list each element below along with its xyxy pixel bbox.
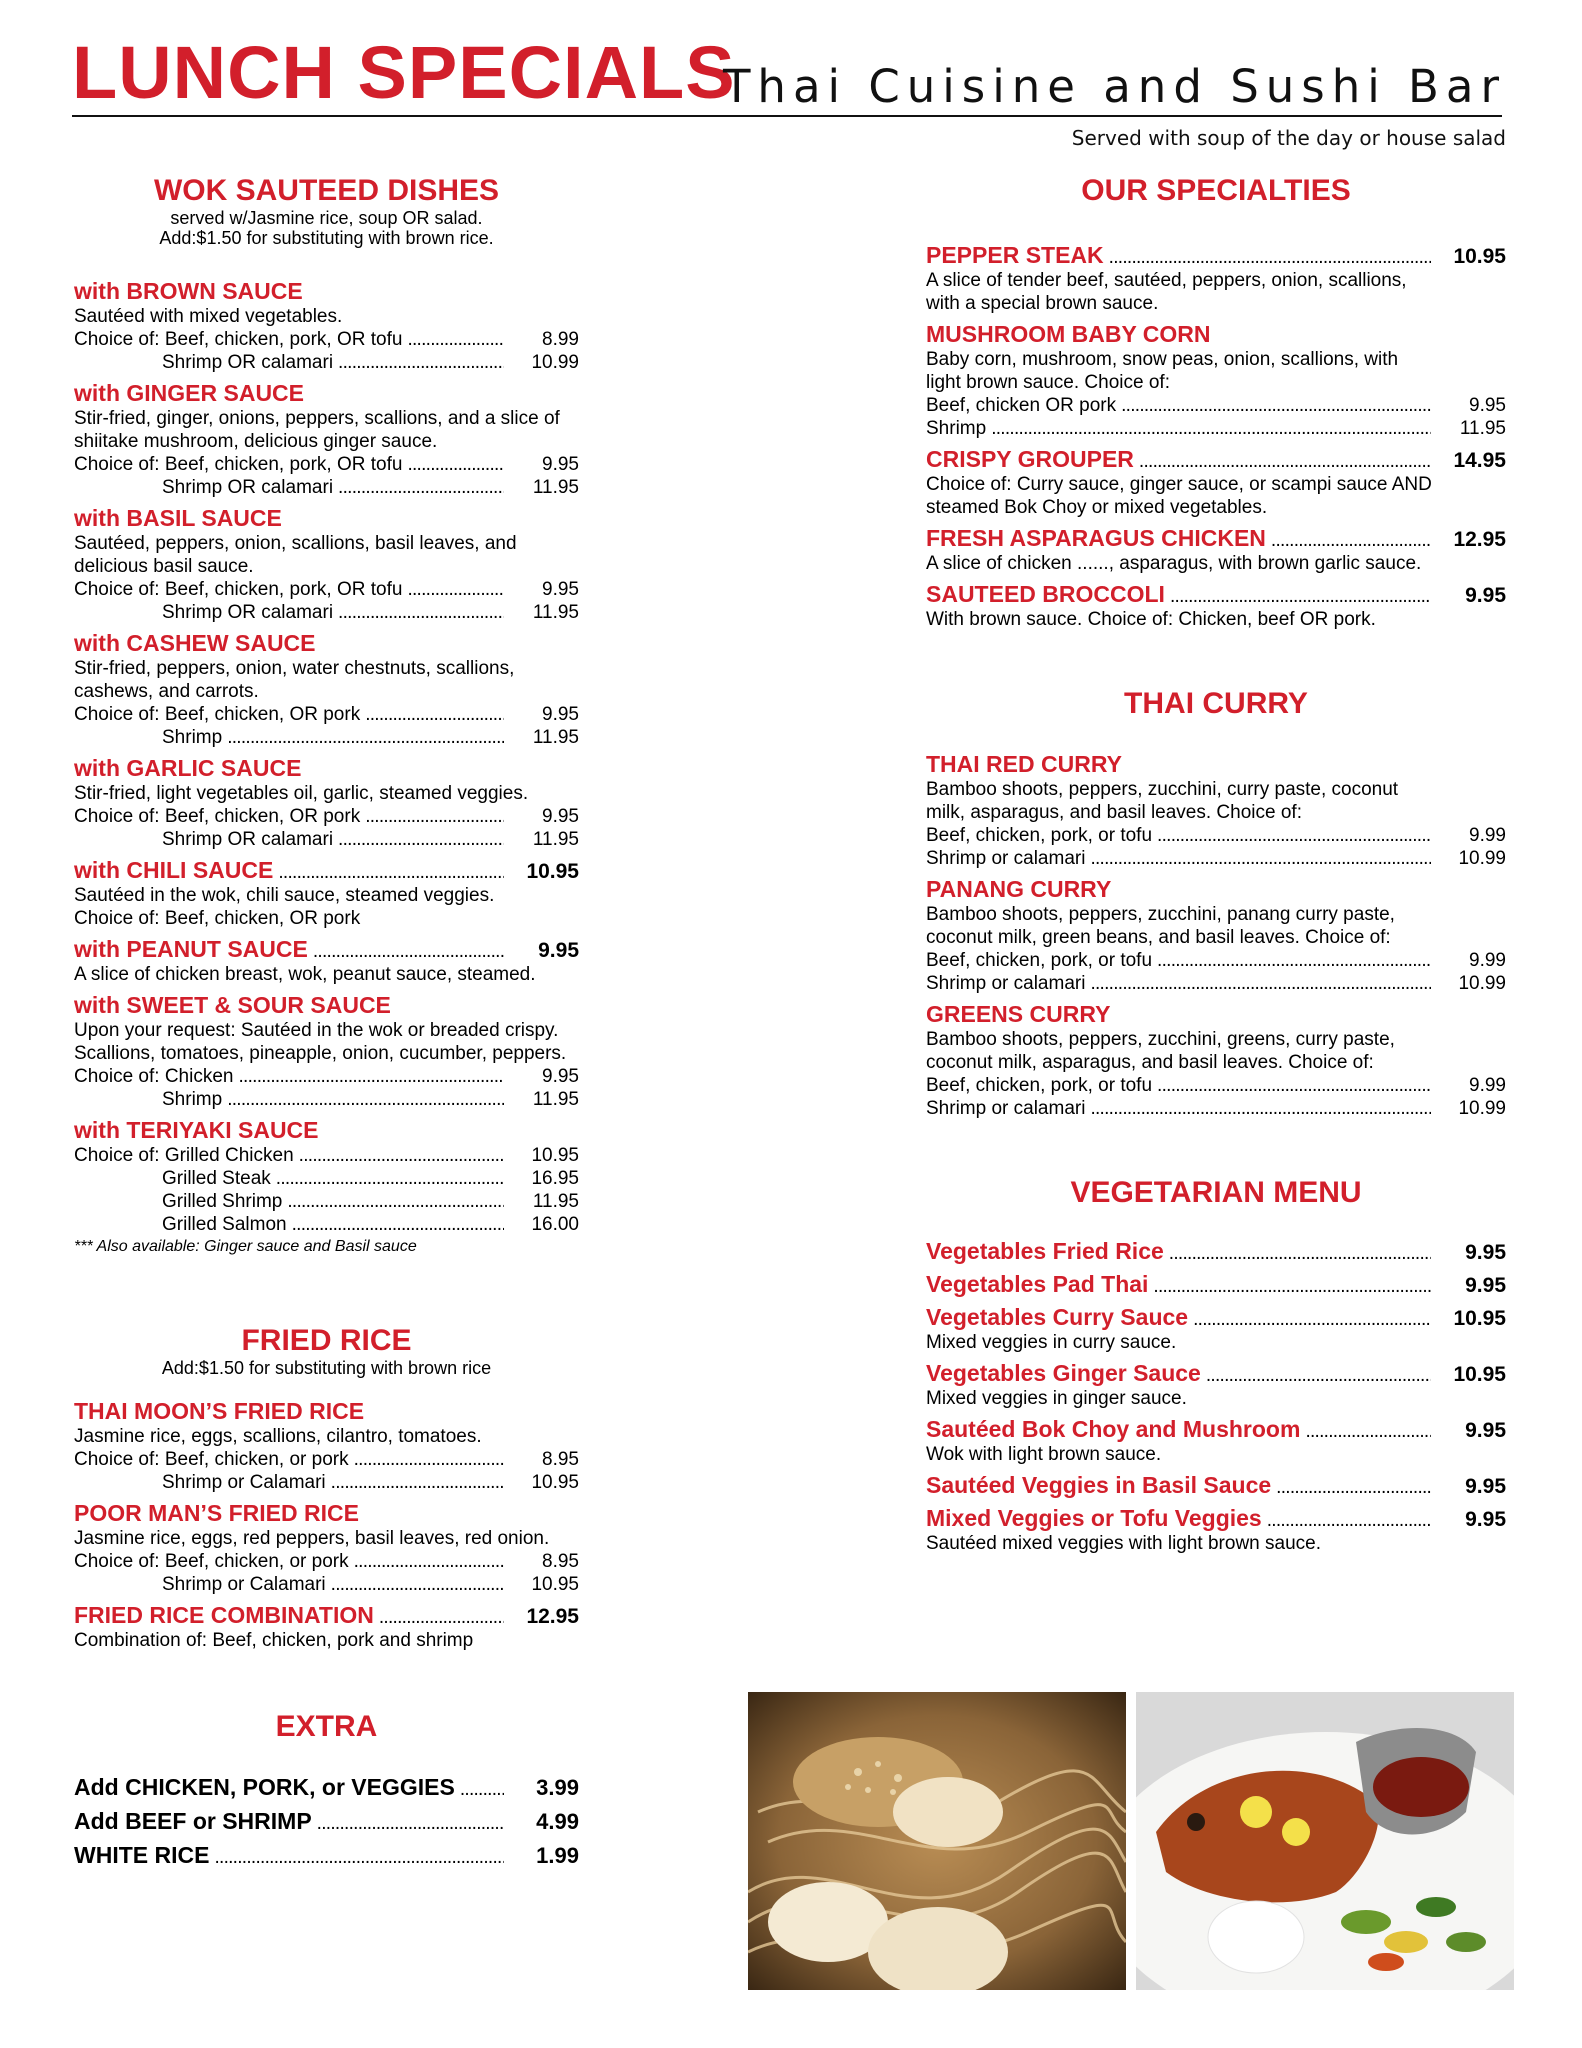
menu-item-with-basil-sauce [74,505,579,624]
item-price: 11.95 [532,1089,579,1110]
extra-item-add-beef-or-shrimp [74,1804,579,1838]
dot-leader [1276,1476,1431,1499]
item-price: 12.95 [1453,528,1506,551]
menu-item-name: POOR MAN’S FRIED RICE [74,1500,359,1526]
item-label: WHITE RICE [74,1842,210,1868]
menu-item-header [926,1304,1506,1331]
price-option [74,1471,579,1494]
item-price: 10.99 [1458,848,1506,869]
item-price: 8.95 [542,1449,579,1470]
item-price: 11.95 [1459,418,1506,439]
wok-items [74,278,579,1236]
item-label: FRIED RICE COMBINATION [74,1602,374,1628]
item-label: Sautéed Veggies in Basil Sauce [926,1472,1272,1498]
menu-item-description: Baby corn, mushroom, snow peas, onion, scallions, with [926,349,1399,370]
section-title: VEGETARIAN MENU [1070,1176,1362,1209]
dot-leader [1090,1097,1431,1120]
menu-item-header [926,1360,1506,1387]
menu-item-with-peanut-sauce [74,936,579,986]
item-label: with PEANUT SAUCE [74,936,308,962]
dot-leader [354,1448,504,1471]
menu-item-description: Wok with light brown sauce. [926,1444,1162,1465]
dot-leader [276,1167,504,1190]
menu-item-with-chili-sauce [74,857,579,930]
menu-item-poor-man-s-fried-rice [74,1500,579,1596]
item-price: 11.95 [532,727,579,748]
item-label: Shrimp [162,1089,223,1110]
right-column [926,174,1506,1555]
menu-item-saut-ed-veggies-in-basil-sauce [926,1472,1506,1499]
menu-item-description: Jasmine rice, eggs, scallions, cilantro, tomatoes. [74,1426,482,1447]
menu-item-description: A slice of tender beef, sautéed, peppers, onion, scallions, [926,270,1407,291]
item-label: Shrimp or calamari [926,973,1086,994]
item-label: Choice of: Grilled Chicken [74,1145,294,1166]
item-label: Grilled Shrimp [162,1191,283,1212]
item-price: 9.95 [1465,1475,1506,1498]
item-price: 10.95 [531,1145,579,1166]
menu-item-name: THAI MOON’S FRIED RICE [74,1398,365,1424]
menu-item-description: cashews, and carrots. [74,681,259,702]
menu-item-header [926,446,1506,473]
item-price: 4.99 [536,1809,579,1834]
item-label: Shrimp or Calamari [162,1472,326,1493]
menu-item-name: with TERIYAKI SAUCE [74,1117,319,1143]
specialties-items [926,242,1506,631]
item-price: 9.95 [542,704,579,725]
item-price: 9.95 [1465,1274,1506,1297]
price-option [926,1074,1506,1097]
curry-items [926,751,1506,1120]
menu-item-description: with a special brown sauce. [926,293,1159,314]
item-label: with CHILI SAUCE [74,857,274,883]
menu-item-description: Choice of: Beef, chicken, OR pork [74,908,361,929]
item-price: 10.95 [531,1472,579,1493]
menu-item-name: with BROWN SAUCE [74,278,303,304]
item-label: Vegetables Ginger Sauce [926,1360,1201,1386]
menu-item-header [926,1505,1506,1532]
section-subtitle: Add:$1.50 for substituting with brown rice [161,1358,492,1378]
page-title: LUNCH SPECIALS [72,31,736,114]
price-option [926,949,1506,972]
item-label: Choice of: Beef, chicken, or pork [74,1449,349,1470]
dot-leader [379,1606,504,1629]
menu-item-description: shiitake mushroom, delicious ginger sauce. [74,431,438,452]
dot-leader [1157,1074,1431,1097]
item-label: Mixed Veggies or Tofu Veggies [926,1505,1262,1531]
crispy-fish-photo [1136,1692,1514,1990]
item-price: 3.99 [536,1775,579,1800]
price-option [74,1065,579,1088]
item-label: Shrimp or calamari [926,848,1086,869]
menu-item-description: light brown sauce. Choice of: [926,372,1170,393]
item-label: Shrimp OR calamari [162,352,334,373]
menu-item-description: Jasmine rice, eggs, red peppers, basil leaves, red onion. [74,1528,550,1549]
price-option [926,394,1506,417]
menu-item-header [74,1602,579,1629]
dot-leader [338,601,504,624]
dot-leader [278,861,504,884]
menu-item-pepper-steak [926,242,1506,315]
dot-leader [1193,1308,1431,1331]
dot-leader [331,1573,504,1596]
dot-leader [292,1213,504,1236]
header-divider [72,115,1502,117]
served-note: Served with soup of the day or house salad [1071,126,1506,150]
price-option [74,1144,579,1167]
dot-leader [331,1471,504,1494]
menu-item-description: Stir-fried, light vegetables oil, garlic, steamed veggies. [74,783,529,804]
price-option [74,1190,579,1213]
menu-item-name: GREENS CURRY [926,1001,1111,1027]
section-extra [74,1710,579,1872]
menu-item-mixed-veggies-or-tofu-veggies [926,1505,1506,1555]
menu-item-description: coconut milk, green beans, and basil leaves. Choice of: [926,927,1391,948]
menu-item-panang-curry [926,876,1506,995]
item-price: 8.95 [542,1551,579,1572]
menu-item-sauteed-broccoli [926,581,1506,631]
item-label: Beef, chicken, pork, or tofu [926,1075,1153,1096]
section-vegetarian [926,1176,1506,1555]
item-label: PEPPER STEAK [926,242,1104,268]
item-label: Shrimp OR calamari [162,829,334,850]
item-label: Shrimp OR calamari [162,602,334,623]
item-label: Choice of: Beef, chicken, pork, OR tofu [74,579,403,600]
section-title: WOK SAUTEED DISHES [153,174,500,207]
price-option [74,1213,579,1236]
item-price: 1.99 [536,1843,579,1868]
menu-item-description: Upon your request: Sautéed in the wok or breaded crispy. [74,1020,559,1041]
item-price: 9.95 [542,579,579,600]
menu-item-description: Stir-fried, peppers, onion, water chestnuts, scallions, [74,658,515,679]
dot-leader [407,328,504,351]
dot-leader [338,828,504,851]
menu-item-description: steamed Bok Choy or mixed vegetables. [926,497,1268,518]
extra-item-white-rice [74,1838,579,1872]
pad-thai-photo [748,1692,1126,1990]
item-label: Choice of: Beef, chicken, OR pork [74,704,361,725]
dot-leader [1169,1242,1431,1265]
menu-item-description: milk, asparagus, and basil leaves. Choice of: [926,802,1302,823]
dot-leader [1139,450,1431,473]
dot-leader [214,1846,504,1869]
item-label: Choice of: Beef, chicken, pork, OR tofu [74,454,403,475]
dot-leader [299,1144,504,1167]
item-label: Sautéed Bok Choy and Mushroom [926,1416,1301,1442]
price-option [74,1573,579,1596]
item-label: SAUTEED BROCCOLI [926,581,1165,607]
price-option [74,328,579,351]
menu-item-description: Scallions, tomatoes, pineapple, onion, cucumber, peppers. [74,1043,567,1064]
menu-item-header [926,1472,1506,1499]
price-option [74,453,579,476]
item-price: 11.95 [532,829,579,850]
item-label: Shrimp or calamari [926,1098,1086,1119]
item-label: Grilled Salmon [162,1214,287,1235]
dot-leader [317,1812,504,1835]
price-option [926,972,1506,995]
item-label: Shrimp [926,418,987,439]
menu-item-header [926,242,1506,269]
item-label: Shrimp or Calamari [162,1574,326,1595]
menu-item-thai-moon-s-fried-rice [74,1398,579,1494]
section-title: EXTRA [275,1710,378,1743]
menu-item-name: PANANG CURRY [926,876,1112,902]
dot-leader [1206,1364,1431,1387]
dot-leader [407,578,504,601]
item-label: Vegetables Fried Rice [926,1238,1164,1264]
menu-item-header [926,1416,1506,1443]
price-option [74,578,579,601]
section-specialties [926,174,1506,631]
section-fried-rice [74,1324,579,1652]
menu-item-vegetables-fried-rice [926,1238,1506,1265]
fried-rice-items [74,1398,579,1652]
dot-leader [1157,949,1431,972]
menu-item-name: with SWEET & SOUR SAUCE [74,992,391,1018]
item-price: 14.95 [1453,449,1506,472]
menu-item-greens-curry [926,1001,1506,1120]
menu-item-header [926,581,1506,608]
price-option [926,824,1506,847]
item-label: Choice of: Chicken [74,1066,234,1087]
menu-item-description: Sautéed, peppers, onion, scallions, basil leaves, and [74,533,517,554]
item-price: 10.99 [531,352,579,373]
item-price: 10.95 [1453,1363,1506,1386]
menu-item-description: Bamboo shoots, peppers, zucchini, greens, curry paste, [926,1029,1395,1050]
dot-leader [1305,1420,1431,1443]
dot-leader [1157,824,1431,847]
item-price: 9.95 [1465,584,1506,607]
left-column [74,174,579,1872]
item-price: 9.99 [1469,825,1506,846]
item-price: 10.95 [1453,1307,1506,1330]
price-option [74,1088,579,1111]
menu-item-name: with CASHEW SAUCE [74,630,316,656]
section-subtitle: Add:$1.50 for substituting with brown rice. [159,228,494,248]
dot-leader [1271,529,1431,552]
dot-leader [1090,972,1431,995]
menu-item-header [74,936,579,963]
item-label: Choice of: Beef, chicken, OR pork [74,806,361,827]
menu-item-name: with GINGER SAUCE [74,380,305,406]
item-label: Vegetables Pad Thai [926,1271,1149,1297]
section-title: THAI CURRY [1124,687,1308,720]
item-price: 9.95 [1465,1241,1506,1264]
dot-leader [1153,1275,1431,1298]
item-price: 10.99 [1458,973,1506,994]
section-title: OUR SPECIALTIES [1081,174,1351,207]
menu-item-fresh-asparagus-chicken [926,525,1506,575]
item-price: 12.95 [526,1605,579,1628]
menu-item-crispy-grouper [926,446,1506,519]
dot-leader [227,726,504,749]
section-title: FRIED RICE [241,1324,412,1357]
restaurant-name: Thai Cuisine and Sushi Bar [722,60,1506,113]
dot-leader [1109,246,1431,269]
menu-item-fried-rice-combination [74,1602,579,1652]
dot-leader [407,453,504,476]
price-option [926,847,1506,870]
menu-item-with-ginger-sauce [74,380,579,499]
menu-item-with-teriyaki-sauce [74,1117,579,1236]
menu-item-description: Choice of: Curry sauce, ginger sauce, or scampi sauce AND [926,474,1432,495]
menu-item-description: Mixed veggies in curry sauce. [926,1332,1177,1353]
menu-item-name: with GARLIC SAUCE [74,755,302,781]
price-option [74,805,579,828]
menu-item-vegetables-pad-thai [926,1271,1506,1298]
menu-item-description: delicious basil sauce. [74,556,254,577]
item-label: Beef, chicken OR pork [926,395,1117,416]
item-label: Grilled Steak [162,1168,271,1189]
vegetarian-items [926,1238,1506,1555]
menu-item-description: Sautéed with mixed vegetables. [74,306,343,327]
dot-leader [238,1065,504,1088]
item-price: 10.95 [1453,245,1506,268]
menu-item-name: with BASIL SAUCE [74,505,282,531]
price-option [74,1448,579,1471]
dot-leader [460,1778,504,1801]
dot-leader [1090,847,1431,870]
menu-item-description: A slice of chicken breast, wok, peanut sauce, steamed. [74,964,536,985]
dot-leader [338,351,504,374]
price-option [926,417,1506,440]
menu-item-description: Mixed veggies in ginger sauce. [926,1388,1187,1409]
menu-item-thai-red-curry [926,751,1506,870]
section-thai-curry [926,687,1506,1120]
menu-item-description: Stir-fried, ginger, onions, peppers, scallions, and a slice of [74,408,560,429]
price-option [74,1167,579,1190]
dot-leader [338,476,504,499]
menu-item-description: Bamboo shoots, peppers, zucchini, curry paste, coconut [926,779,1399,800]
item-price: 9.95 [1465,1508,1506,1531]
item-label: Shrimp [162,727,223,748]
item-label: Beef, chicken, pork, or tofu [926,825,1153,846]
menu-item-with-sweet-sour-sauce [74,992,579,1111]
dot-leader [365,805,504,828]
menu-item-name: THAI RED CURRY [926,751,1122,777]
item-price: 10.95 [526,860,579,883]
dot-leader [1267,1509,1431,1532]
price-option [74,726,579,749]
price-option [74,351,579,374]
price-option [74,476,579,499]
section-wok-sauteed [74,174,579,1258]
menu-item-with-garlic-sauce [74,755,579,851]
menu-item-mushroom-baby-corn [926,321,1506,440]
extra-items [74,1770,579,1872]
menu-item-with-brown-sauce [74,278,579,374]
menu-item-header [926,1238,1506,1265]
item-label: Add BEEF or SHRIMP [74,1808,312,1834]
item-price: 16.95 [531,1168,579,1189]
section-subtitle: served w/Jasmine rice, soup OR salad. [170,208,483,228]
extra-item-add-chicken-pork-or-veggies [74,1770,579,1804]
menu-item-description: A slice of chicken ......, asparagus, with brown garlic sauce. [926,553,1422,574]
menu-item-description: Combination of: Beef, chicken, pork and shrimp [74,1630,474,1651]
dot-leader [227,1088,504,1111]
menu-item-with-cashew-sauce [74,630,579,749]
item-price: 10.95 [531,1574,579,1595]
item-price: 8.99 [542,329,579,350]
menu-item-vegetables-ginger-sauce [926,1360,1506,1410]
item-price: 9.95 [542,1066,579,1087]
menu-item-saut-ed-bok-choy-and-mushroom [926,1416,1506,1466]
item-price: 9.95 [538,939,579,962]
dot-leader [991,417,1431,440]
dot-leader [354,1550,504,1573]
price-option [74,828,579,851]
item-price: 9.99 [1469,950,1506,971]
item-label: FRESH ASPARAGUS CHICKEN [926,525,1266,551]
item-price: 9.95 [542,806,579,827]
item-price: 11.95 [532,1191,579,1212]
item-price: 16.00 [531,1214,579,1235]
menu-item-description: Bamboo shoots, peppers, zucchini, panang curry paste, [926,904,1395,925]
price-option [74,601,579,624]
item-price: 10.99 [1458,1098,1506,1119]
item-label: Vegetables Curry Sauce [926,1304,1189,1330]
dot-leader [1121,394,1431,417]
item-price: 11.95 [532,477,579,498]
item-price: 9.95 [1469,395,1506,416]
item-label: Choice of: Beef, chicken, pork, OR tofu [74,329,403,350]
menu-item-header [926,525,1506,552]
item-label: CRISPY GROUPER [926,446,1134,472]
dot-leader [365,703,504,726]
item-label: Shrimp OR calamari [162,477,334,498]
dot-leader [287,1190,504,1213]
item-price: 9.95 [542,454,579,475]
item-price: 9.95 [1465,1419,1506,1442]
price-option [926,1097,1506,1120]
item-label: Beef, chicken, pork, or tofu [926,950,1153,971]
menu-item-header [74,857,579,884]
menu-item-vegetables-curry-sauce [926,1304,1506,1354]
item-label: Choice of: Beef, chicken, or pork [74,1551,349,1572]
dot-leader [313,940,504,963]
menu-item-description: coconut milk, asparagus, and basil leaves. Choice of: [926,1052,1374,1073]
item-price: 11.95 [532,602,579,623]
item-label: Add CHICKEN, PORK, or VEGGIES [74,1774,455,1800]
footnote: *** Also available: Ginger sauce and Basil sauce [74,1238,417,1255]
price-option [74,1550,579,1573]
menu-item-name: MUSHROOM BABY CORN [926,321,1211,347]
menu-item-description: With brown sauce. Choice of: Chicken, beef OR pork. [926,609,1376,630]
menu-item-description: Sautéed in the wok, chili sauce, steamed veggies. [74,885,495,906]
menu-item-header [926,1271,1506,1298]
dot-leader [1170,585,1431,608]
menu-item-description: Sautéed mixed veggies with light brown sauce. [926,1533,1322,1554]
price-option [74,703,579,726]
item-price: 9.99 [1469,1075,1506,1096]
